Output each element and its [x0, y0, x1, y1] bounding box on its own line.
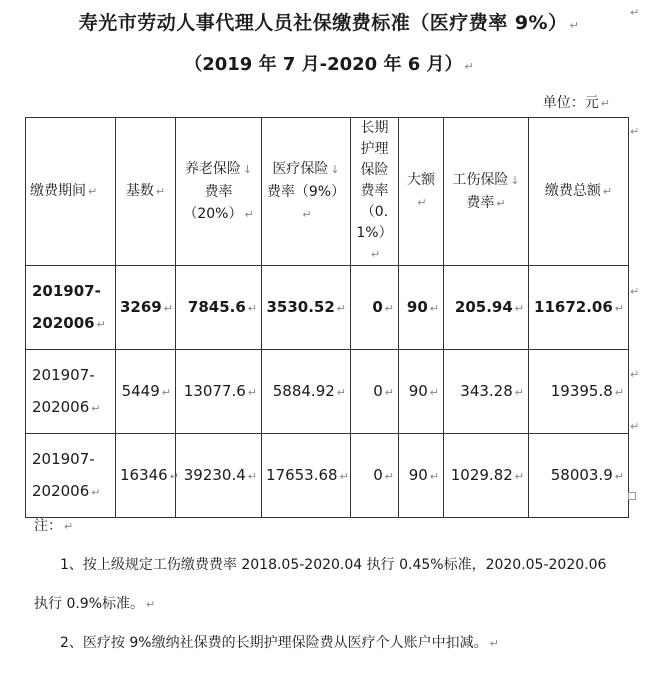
table-header-row	[26, 118, 629, 266]
cell-medical: 17653.68 ↵	[262, 434, 351, 518]
paragraph-mark-icon: ↵	[514, 385, 524, 399]
paragraph-mark-icon: ↓	[242, 162, 253, 176]
header-ltc-line6: 1%）↵	[356, 225, 393, 261]
paragraph-mark-icon: ↵	[600, 97, 610, 110]
paragraph-mark-icon: ↵	[161, 385, 171, 399]
cell-medical: 3530.52 ↵	[262, 266, 351, 350]
paragraph-mark-icon: ↵	[370, 248, 381, 261]
paragraph-mark-icon: ↵	[602, 185, 613, 198]
cell-base: 16346 ↵	[116, 434, 176, 518]
period-end: 202006 ↵	[32, 481, 101, 500]
paragraph-mark-icon: ↵	[339, 469, 349, 483]
table-row	[26, 350, 629, 434]
cell-period	[26, 350, 116, 434]
paragraph-mark-icon: ↵	[384, 385, 394, 399]
cell-base: 5449 ↵	[116, 350, 176, 434]
paragraph-mark-icon: ↵	[91, 401, 101, 415]
cell-injury: 205.94 ↵	[444, 266, 529, 350]
row-end-mark-icon: ↵	[630, 420, 640, 433]
document-title: 寿光市劳动人事代理人员社保缴费标准（医疗费率 9%） ↵	[78, 12, 580, 34]
paragraph-mark-icon: ↵	[146, 598, 156, 611]
cell-pension: 39230.4 ↵	[176, 434, 262, 518]
table-row	[26, 266, 629, 350]
cell-medical: 5884.92 ↵	[262, 350, 351, 434]
paragraph-mark-icon: ↵	[244, 207, 254, 221]
paragraph-mark-icon: ↓	[510, 173, 520, 187]
paragraph-mark-icon: ↵	[429, 469, 439, 483]
paragraph-mark-icon: ↵	[429, 301, 439, 315]
paragraph-mark-icon: ↵	[88, 185, 98, 198]
paragraph-mark-icon: ↵	[614, 301, 624, 315]
paragraph-mark-icon: ↵	[384, 301, 394, 315]
row-end-mark-icon: ↵	[630, 285, 640, 298]
header-ltc-line3: 保险	[360, 162, 389, 178]
note-1-line-2: 执行 0.9%标准。 ↵	[34, 596, 156, 612]
header-injury-line1: 工伤保险 ↓	[452, 171, 520, 188]
header-ltc	[351, 118, 399, 266]
paragraph-mark-icon: ↵	[247, 469, 257, 483]
cell-lump: 90 ↵	[399, 350, 444, 434]
period-start: 201907-	[32, 281, 101, 300]
paragraph-mark-icon: ↵	[169, 469, 179, 483]
header-lump: 大额↵	[399, 118, 444, 266]
paragraph-mark-icon: ↵	[96, 317, 106, 331]
paragraph-mark-icon: ↵	[417, 196, 427, 209]
header-pension-line2: 费率	[204, 183, 233, 200]
unit-label: 单位：元 ↵	[542, 95, 610, 111]
paragraph-mark-icon: ↵	[64, 520, 74, 533]
cell-ltc: 0 ↵	[351, 350, 399, 434]
table-resize-handle[interactable]	[628, 492, 636, 500]
paragraph-mark-icon: ↵	[614, 469, 624, 483]
header-ltc-line5: （0.	[360, 204, 389, 220]
header-pension-line3: （20%） ↵	[183, 205, 254, 222]
cell-pension: 7845.6 ↵	[176, 266, 262, 350]
cell-lump: 90 ↵	[399, 434, 444, 518]
paragraph-mark-icon: ↵	[155, 185, 166, 198]
paragraph-mark-icon: ↵	[614, 385, 624, 399]
header-injury-line2: 费率 ↵	[466, 194, 506, 211]
paragraph-mark-icon: ↵	[336, 385, 346, 399]
paragraph-mark-icon: ↵	[630, 6, 640, 19]
cell-total: 19395.8 ↵	[529, 350, 629, 434]
header-base: 基数 ↵	[116, 118, 176, 266]
note-1-line-1: 1、按上级规定工伤缴费费率 2018.05-2020.04 执行 0.45%标准，2020.05-2020.06	[60, 557, 607, 573]
fee-table	[25, 117, 629, 518]
cell-injury: 1029.82 ↵	[444, 434, 529, 518]
cell-base: 3269 ↵	[116, 266, 176, 350]
period-end: 202006 ↵	[32, 397, 101, 416]
period-end: 202006 ↵	[32, 313, 106, 332]
header-medical	[262, 118, 351, 266]
paragraph-mark-icon: ↓	[330, 162, 340, 176]
header-ltc-line4: 费率	[360, 183, 389, 199]
paragraph-mark-icon: ↵	[514, 301, 524, 315]
header-medical-line2: 费率（9%）↵	[266, 183, 346, 221]
header-period: 缴费期间 ↵	[26, 118, 116, 266]
header-total: 缴费总额 ↵	[529, 118, 629, 266]
period-start: 201907-	[32, 365, 95, 384]
paragraph-mark-icon: ↵	[464, 60, 474, 73]
paragraph-mark-icon: ↵	[163, 301, 173, 315]
cell-total: 58003.9 ↵	[529, 434, 629, 518]
paragraph-mark-icon: ↵	[247, 301, 257, 315]
paragraph-mark-icon: ↵	[384, 469, 394, 483]
period-start: 201907-	[32, 449, 95, 468]
cell-pension: 13077.6 ↵	[176, 350, 262, 434]
paragraph-mark-icon: ↵	[569, 19, 580, 32]
row-end-mark-icon: ↵	[630, 368, 640, 381]
paragraph-mark-icon: ↵	[247, 385, 257, 399]
row-end-mark-icon: ↵	[630, 125, 640, 138]
cell-ltc: 0 ↵	[351, 434, 399, 518]
paragraph-mark-icon: ↵	[302, 207, 312, 221]
cell-period	[26, 266, 116, 350]
notes-label: 注： ↵	[34, 518, 74, 534]
header-ltc-line1: 长期	[360, 120, 389, 136]
paragraph-mark-icon: ↵	[489, 637, 499, 650]
header-pension-line1: 养老保险 ↓	[184, 160, 253, 177]
paragraph-mark-icon: ↵	[91, 485, 101, 499]
header-injury	[444, 118, 529, 266]
cell-injury: 343.28 ↵	[444, 350, 529, 434]
header-ltc-line2: 护理	[360, 141, 389, 157]
cell-total: 11672.06 ↵	[529, 266, 629, 350]
paragraph-mark-icon: ↵	[514, 469, 524, 483]
cell-lump: 90 ↵	[399, 266, 444, 350]
cell-ltc: 0 ↵	[351, 266, 399, 350]
paragraph-mark-icon: ↵	[496, 196, 506, 210]
table-row	[26, 434, 629, 518]
note-2: 2、医疗按 9%缴纳社保费的长期护理保险费从医疗个人账户中扣减。 ↵	[60, 635, 499, 651]
cell-period	[26, 434, 116, 518]
paragraph-mark-icon: ↵	[336, 301, 346, 315]
document-subtitle: （2019 年 7 月-2020 年 6 月） ↵	[184, 54, 474, 75]
paragraph-mark-icon: ↵	[429, 385, 439, 399]
header-medical-line1: 医疗保险 ↓	[272, 160, 340, 177]
header-pension	[176, 118, 262, 266]
